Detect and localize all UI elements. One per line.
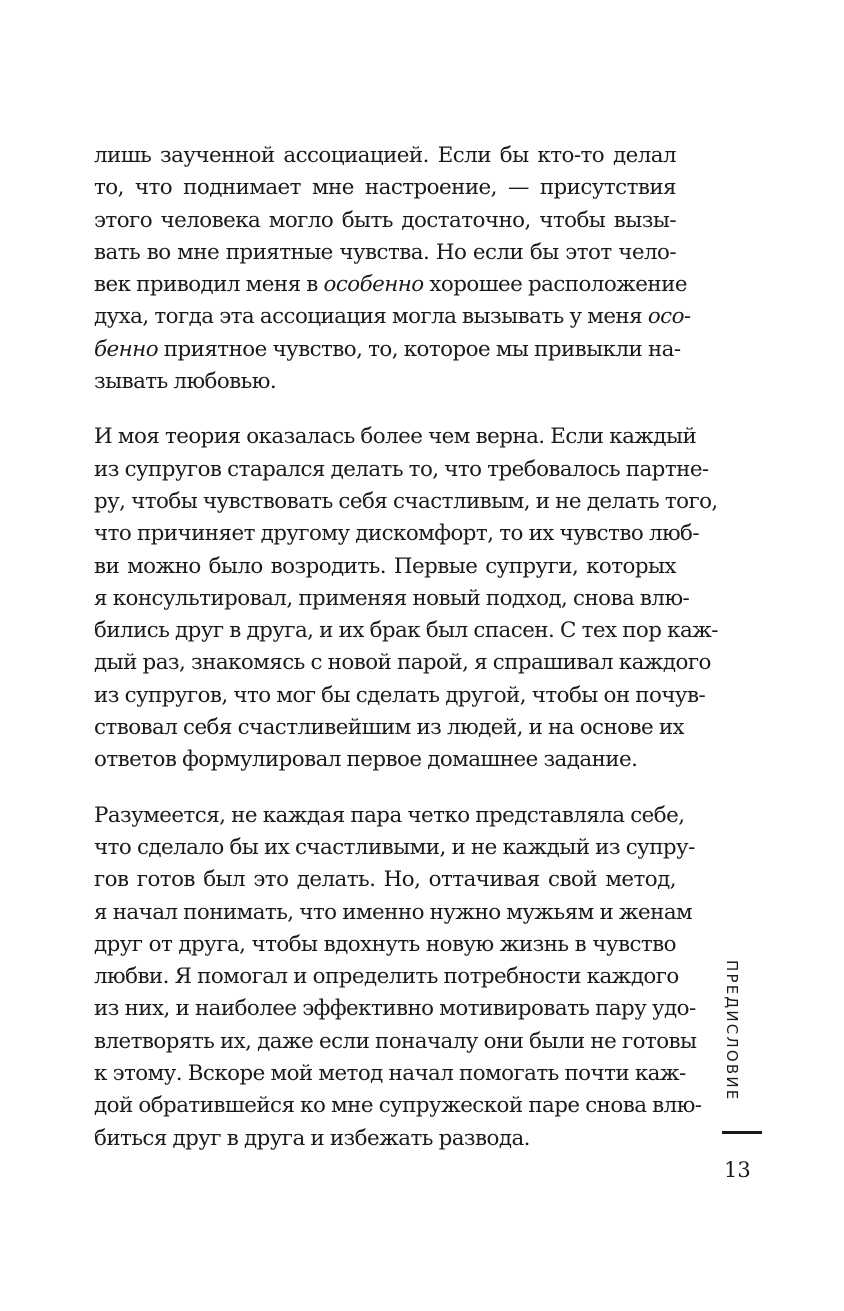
text-segment: я консультировал, применяя новый подход, снова влю- (94, 585, 690, 611)
page-body (94, 140, 718, 1178)
text-segment: Разумеется, не каждая пара четко представляла себе, (94, 802, 685, 828)
text-segment: из них, и наиболее эффективно мотивировать пару удо- (94, 996, 696, 1022)
paragraph-2 (94, 421, 718, 776)
text-line (94, 269, 687, 301)
text-segment: из супругов, что мог бы сделать другой, чтобы он почув- (94, 682, 706, 708)
text-line (94, 615, 718, 647)
text-line (94, 897, 693, 929)
text-line (94, 680, 706, 712)
section-rule (722, 1131, 762, 1134)
text-segment: то, что поднимает мне настроение, — присутствия (94, 175, 676, 201)
text-segment: зывать любовью. (94, 369, 277, 395)
text-segment: ствовал себя счастливейшим из людей, и на основе их (94, 715, 685, 741)
text-segment: этого человека могло быть достаточно, чтобы вызы- (94, 207, 676, 233)
text-segment: лишь заученной ассоциацией. Если бы кто-то делал (94, 143, 676, 168)
text-line (94, 301, 691, 333)
text-segment: дый раз, знакомясь с новой парой, я спрашивал каждого (94, 650, 711, 676)
text-line (94, 1123, 676, 1155)
text-line (94, 744, 676, 776)
text-line (94, 237, 676, 269)
page-number: 13 (724, 1158, 751, 1182)
text-segment: ру, чтобы чувствовать себя счастливым, и не делать того, (94, 488, 718, 514)
text-segment: друг от друга, чтобы вдохнуть новую жизнь в чувство (94, 931, 676, 957)
text-line (94, 864, 676, 896)
text-segment: хорошее расположение (423, 272, 687, 298)
text-segment: ответов формулировал первое домашнее задание. (94, 747, 638, 773)
text-line (94, 800, 685, 832)
text-line (94, 486, 718, 518)
text-segment: вать во мне приятные чувства. Но если бы этот чело- (94, 239, 676, 265)
text-line (94, 712, 685, 744)
section-label: ПРЕДИСЛОВИЕ (723, 960, 741, 1102)
text-segment: приятное чувство, то, которое мы привыкли на- (158, 336, 681, 362)
text-line (94, 518, 700, 550)
text-line (94, 334, 681, 366)
text-line (94, 454, 709, 486)
text-line (94, 1026, 697, 1058)
emphasis-text: осо- (647, 304, 691, 330)
text-line (94, 961, 679, 993)
text-line (94, 647, 711, 679)
text-segment: И моя теория оказалась более чем верна. Если каждый (94, 424, 697, 450)
text-segment: век приводил меня в (94, 272, 324, 298)
text-segment: духа, тогда эта ассоциация могла вызывать у меня (94, 304, 648, 330)
text-segment: любви. Я помогал и определить потребности каждого (94, 964, 679, 990)
text-line (94, 993, 696, 1025)
text-line (94, 1058, 686, 1090)
text-line (94, 366, 676, 398)
text-line (94, 583, 690, 615)
text-line (94, 421, 697, 453)
text-line (94, 140, 676, 172)
emphasis-text: особенно (323, 272, 424, 298)
text-segment: что сделало бы их счастливыми, и не каждый из супру- (94, 834, 695, 860)
paragraph-1 (94, 140, 691, 398)
text-line (94, 205, 676, 237)
text-segment: я начал понимать, что именно нужно мужьям и женам (94, 899, 693, 925)
emphasis-text: бенно (94, 336, 159, 362)
text-line (94, 832, 695, 864)
text-line (94, 551, 676, 583)
text-segment: влетворять их, даже если поначалу они были не готовы (94, 1028, 697, 1054)
paragraph-3 (94, 800, 702, 1155)
text-segment: биться друг в друга и избежать развода. (94, 1125, 530, 1151)
text-segment: к этому. Вскоре мой метод начал помогать почти каж- (94, 1061, 686, 1087)
text-line (94, 1090, 702, 1122)
text-segment: из супругов старался делать то, что требовалось партне- (94, 456, 709, 482)
text-line (94, 172, 676, 204)
text-segment: бились друг в друга, и их брак был спасен. С тех пор каж- (94, 618, 718, 644)
text-segment: гов готов был это делать. Но, оттачивая свой метод, (94, 867, 676, 893)
text-line (94, 929, 676, 961)
text-segment: что причиняет другому дискомфорт, то их чувство люб- (94, 521, 700, 547)
text-segment: ви можно было возродить. Первые супруги, которых (94, 553, 676, 579)
text-segment: дой обратившейся ко мне супружеской паре снова влю- (94, 1093, 702, 1119)
